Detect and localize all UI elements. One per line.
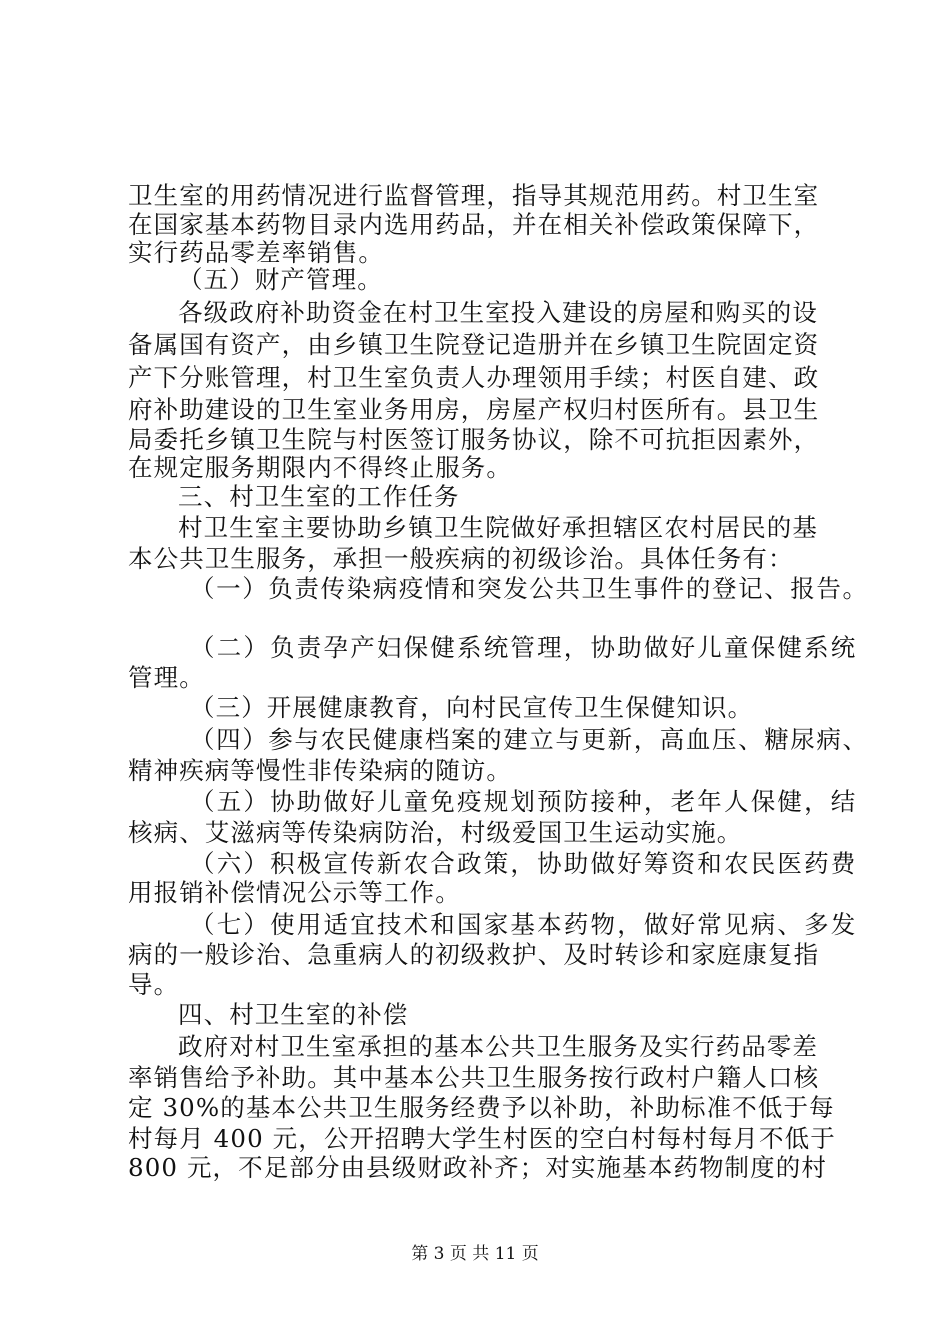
task-item: （六）积极宣传新农合政策，协助做好筹资和农民医药费: [190, 849, 858, 878]
task-item: （四）参与农民健康档案的建立与更新，高血压、糖尿病、: [190, 725, 869, 754]
paragraph-line: 病的一般诊治、急重病人的初级救护、及时转诊和家庭康复指: [128, 940, 820, 969]
section-heading: （五）财产管理。: [178, 265, 383, 294]
task-item: （二）负责孕产妇保健系统管理，协助做好儿童保健系统: [190, 633, 858, 662]
paragraph-line: 府补助建设的卫生室业务用房，房屋产权归村医所有。县卫生: [128, 395, 820, 424]
section-heading: 三、村卫生室的工作任务: [178, 482, 460, 511]
task-item: （五）协助做好儿童免疫规划预防接种，老年人保健，结: [190, 787, 858, 816]
page-number-footer: 第 3 页 共 11 页: [411, 1244, 539, 1264]
paragraph-line: 定 30%的基本公共卫生服务经费予以补助，补助标准不低于每: [128, 1093, 835, 1122]
section-heading: 四、村卫生室的补偿: [178, 1000, 409, 1029]
paragraph-line: 导。: [128, 970, 180, 999]
task-item: （三）开展健康教育，向村民宣传卫生保健知识。: [190, 693, 754, 722]
paragraph-line: 本公共卫生服务，承担一般疾病的初级诊治。具体任务有：: [128, 544, 794, 573]
paragraph-line: 800 元，不足部分由县级财政补齐；对实施基本药物制度的村: [128, 1153, 827, 1182]
task-item: （七）使用适宜技术和国家基本药物，做好常见病、多发: [190, 910, 858, 939]
paragraph-line: 政府对村卫生室承担的基本公共卫生服务及实行药品零差: [178, 1032, 818, 1061]
paragraph-line: 村卫生室主要协助乡镇卫生院做好承担辖区农村居民的基: [178, 513, 818, 542]
paragraph-line: 用报销补偿情况公示等工作。: [128, 878, 461, 907]
paragraph-line: 率销售给予补助。其中基本公共卫生服务按行政村户籍人口核: [128, 1063, 820, 1092]
paragraph-line: 卫生室的用药情况进行监督管理，指导其规范用药。村卫生室: [128, 181, 820, 210]
paragraph-line: 产下分账管理，村卫生室负责人办理领用手续；村医自建、政: [128, 363, 820, 392]
paragraph-line: 精神疾病等慢性非传染病的随访。: [128, 756, 512, 785]
paragraph-line: 管理。: [128, 663, 205, 692]
paragraph-line: 备属国有资产，由乡镇卫生院登记造册并在乡镇卫生院固定资: [128, 330, 820, 359]
paragraph-line: 局委托乡镇卫生院与村医签订服务协议，除不可抗拒因素外，: [128, 425, 820, 454]
paragraph-line: 在规定服务期限内不得终止服务。: [128, 453, 512, 482]
paragraph-line: 核病、艾滋病等传染病防治，村级爱国卫生运动实施。: [128, 818, 743, 847]
paragraph-line: 各级政府补助资金在村卫生室投入建设的房屋和购买的设: [178, 298, 818, 327]
task-item: （一）负责传染病疫情和突发公共卫生事件的登记、报告。: [190, 574, 869, 603]
paragraph-line: 村每月 400 元，公开招聘大学生村医的空白村每村每月不低于: [128, 1124, 836, 1153]
paragraph-line: 实行药品零差率销售。: [128, 238, 384, 267]
paragraph-line: 在国家基本药物目录内选用药品，并在相关补偿政策保障下，: [128, 210, 820, 239]
